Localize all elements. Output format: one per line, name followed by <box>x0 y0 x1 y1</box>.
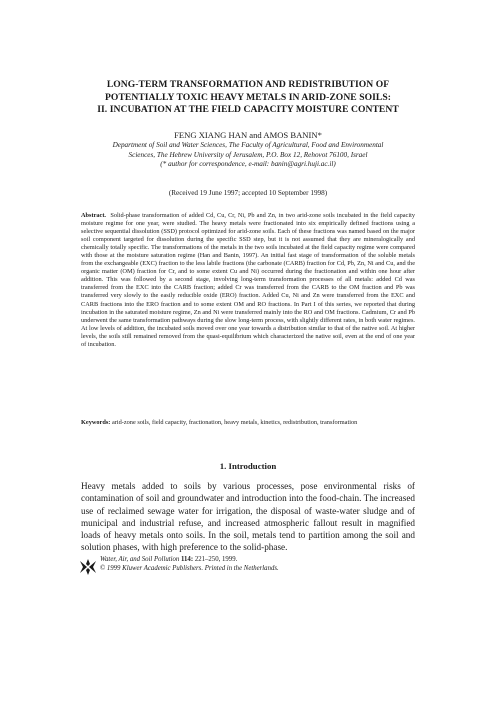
affiliation-line-3: (* author for correspondence, e-mail: banin@agri.huji.ac.il) <box>160 160 336 169</box>
publisher-logo-icon <box>79 558 97 576</box>
title-line-3: II. INCUBATION AT THE FIELD CAPACITY MOISTURE CONTENT <box>97 104 399 115</box>
abstract-label: Abstract. <box>81 212 107 219</box>
affiliation-line-2: Sciences, The Hebrew University of Jerusalem, P.O. Box 12, Rehovot 76100, Israel <box>128 150 368 159</box>
journal-volume: 114: <box>181 556 194 563</box>
received-dates: (Received 19 June 1997; accepted 10 September 1998) <box>168 189 328 197</box>
journal-pages: 221–250, 1999. <box>194 556 238 563</box>
journal-footer <box>100 556 279 574</box>
abstract <box>81 212 415 349</box>
keywords <box>81 419 415 427</box>
copyright-line: © 1999 Kluwer Academic Publishers. Printed in the Netherlands. <box>100 564 279 572</box>
keywords-text: arid-zone soils, field capacity, fractionation, heavy metals, kinetics, redistribution, transformation <box>111 419 358 426</box>
paper-title <box>70 79 426 117</box>
section-heading: 1. Introduction <box>219 461 277 471</box>
journal-name: Water, Air, and Soil Pollution <box>100 556 180 563</box>
title-line-2: POTENTIALLY TOXIC HEAVY METALS IN ARID-ZONE SOILS: <box>105 91 391 103</box>
keywords-label: Keywords: <box>81 419 111 426</box>
affiliation <box>80 141 416 170</box>
journal-citation <box>100 556 279 565</box>
intro-paragraph: Heavy metals added to soils by various processes, pose environmental risks of contamination of soil and groundwater and introduction into the food-chain. The increased use of reclaimed sewage water for irrigation, the disposal of waste-water sludge and of municipal and industrial refuse, and increased atmospheric fallout result in magnified loads of heavy metals onto soils. In the soil, metals tend to partition among the soil and solution phases, with high preference to the solid-phase. <box>81 481 415 553</box>
title-line-1: LONG-TERM TRANSFORMATION AND REDISTRIBUTION OF <box>106 79 390 90</box>
abstract-text: Solid-phase transformation of added Cd, Cu, Cr, Ni, Pb and Zn, in two arid-zone soils incubated in the field capacity moisture regime for one year, were studied. The heavy metals were fractionated into six empirically defined fractions using a selective sequential dissolution (SSD) protocol optimized for arid-zone soils. Each of these fractions was named based on the major soil component targeted for dissolution during the specific SSD step, but it is not assumed that they are mineralogically and chemically totally specific. The transformations of the metals in the two soils incubated at the field capacity regime were compared with those at the moisture saturation regime (Han and Banin, 1997). An initial fast stage of transformation of the soluble metals from the exchangeable (EXC) fraction to the less labile fractions (the carbonate (CARB) fraction for Cd, Pb, Zn, Ni and Cu, and the organic matter (OM) fraction for Cr, and to some extent Cu and Ni) occurred during the fractionation and within one hour after addition. This was followed by a second stage, involving long-term transformation processes of all metals: added Cd was transferred from the EXC into the CARB fraction; added Cr was transferred from the CARB to the OM fraction and Pb was transferred very slowly to the easily reducible oxide (ERO) fraction. Added Cu, Ni and Zn were transferred from the EXC and CARB fractions into the ERO fraction and to some extent OM and RO fractions. In Part I of this series, we reported that during incubation in the saturated moisture regime, Zn and Ni were transferred mainly into the RO and OM fractions. Cadmium, Cr and Pb underwent the same transformation pathways during the slow long-term process, with slightly different rates, in both water regimes. At low levels of addition, the incubated soils moved over one year towards a distribution similar to that of the native soil. At higher levels, the soils still remained removed from the quasi-equilibrium which characterized the native soil, even at the end of one year of incubation. <box>81 212 416 348</box>
affiliation-line-1: Department of Soil and Water Sciences, The Faculty of Agricultural, Food and Environmental <box>112 141 384 149</box>
authors: FENG XIANG HAN and AMOS BANIN* <box>174 130 322 140</box>
